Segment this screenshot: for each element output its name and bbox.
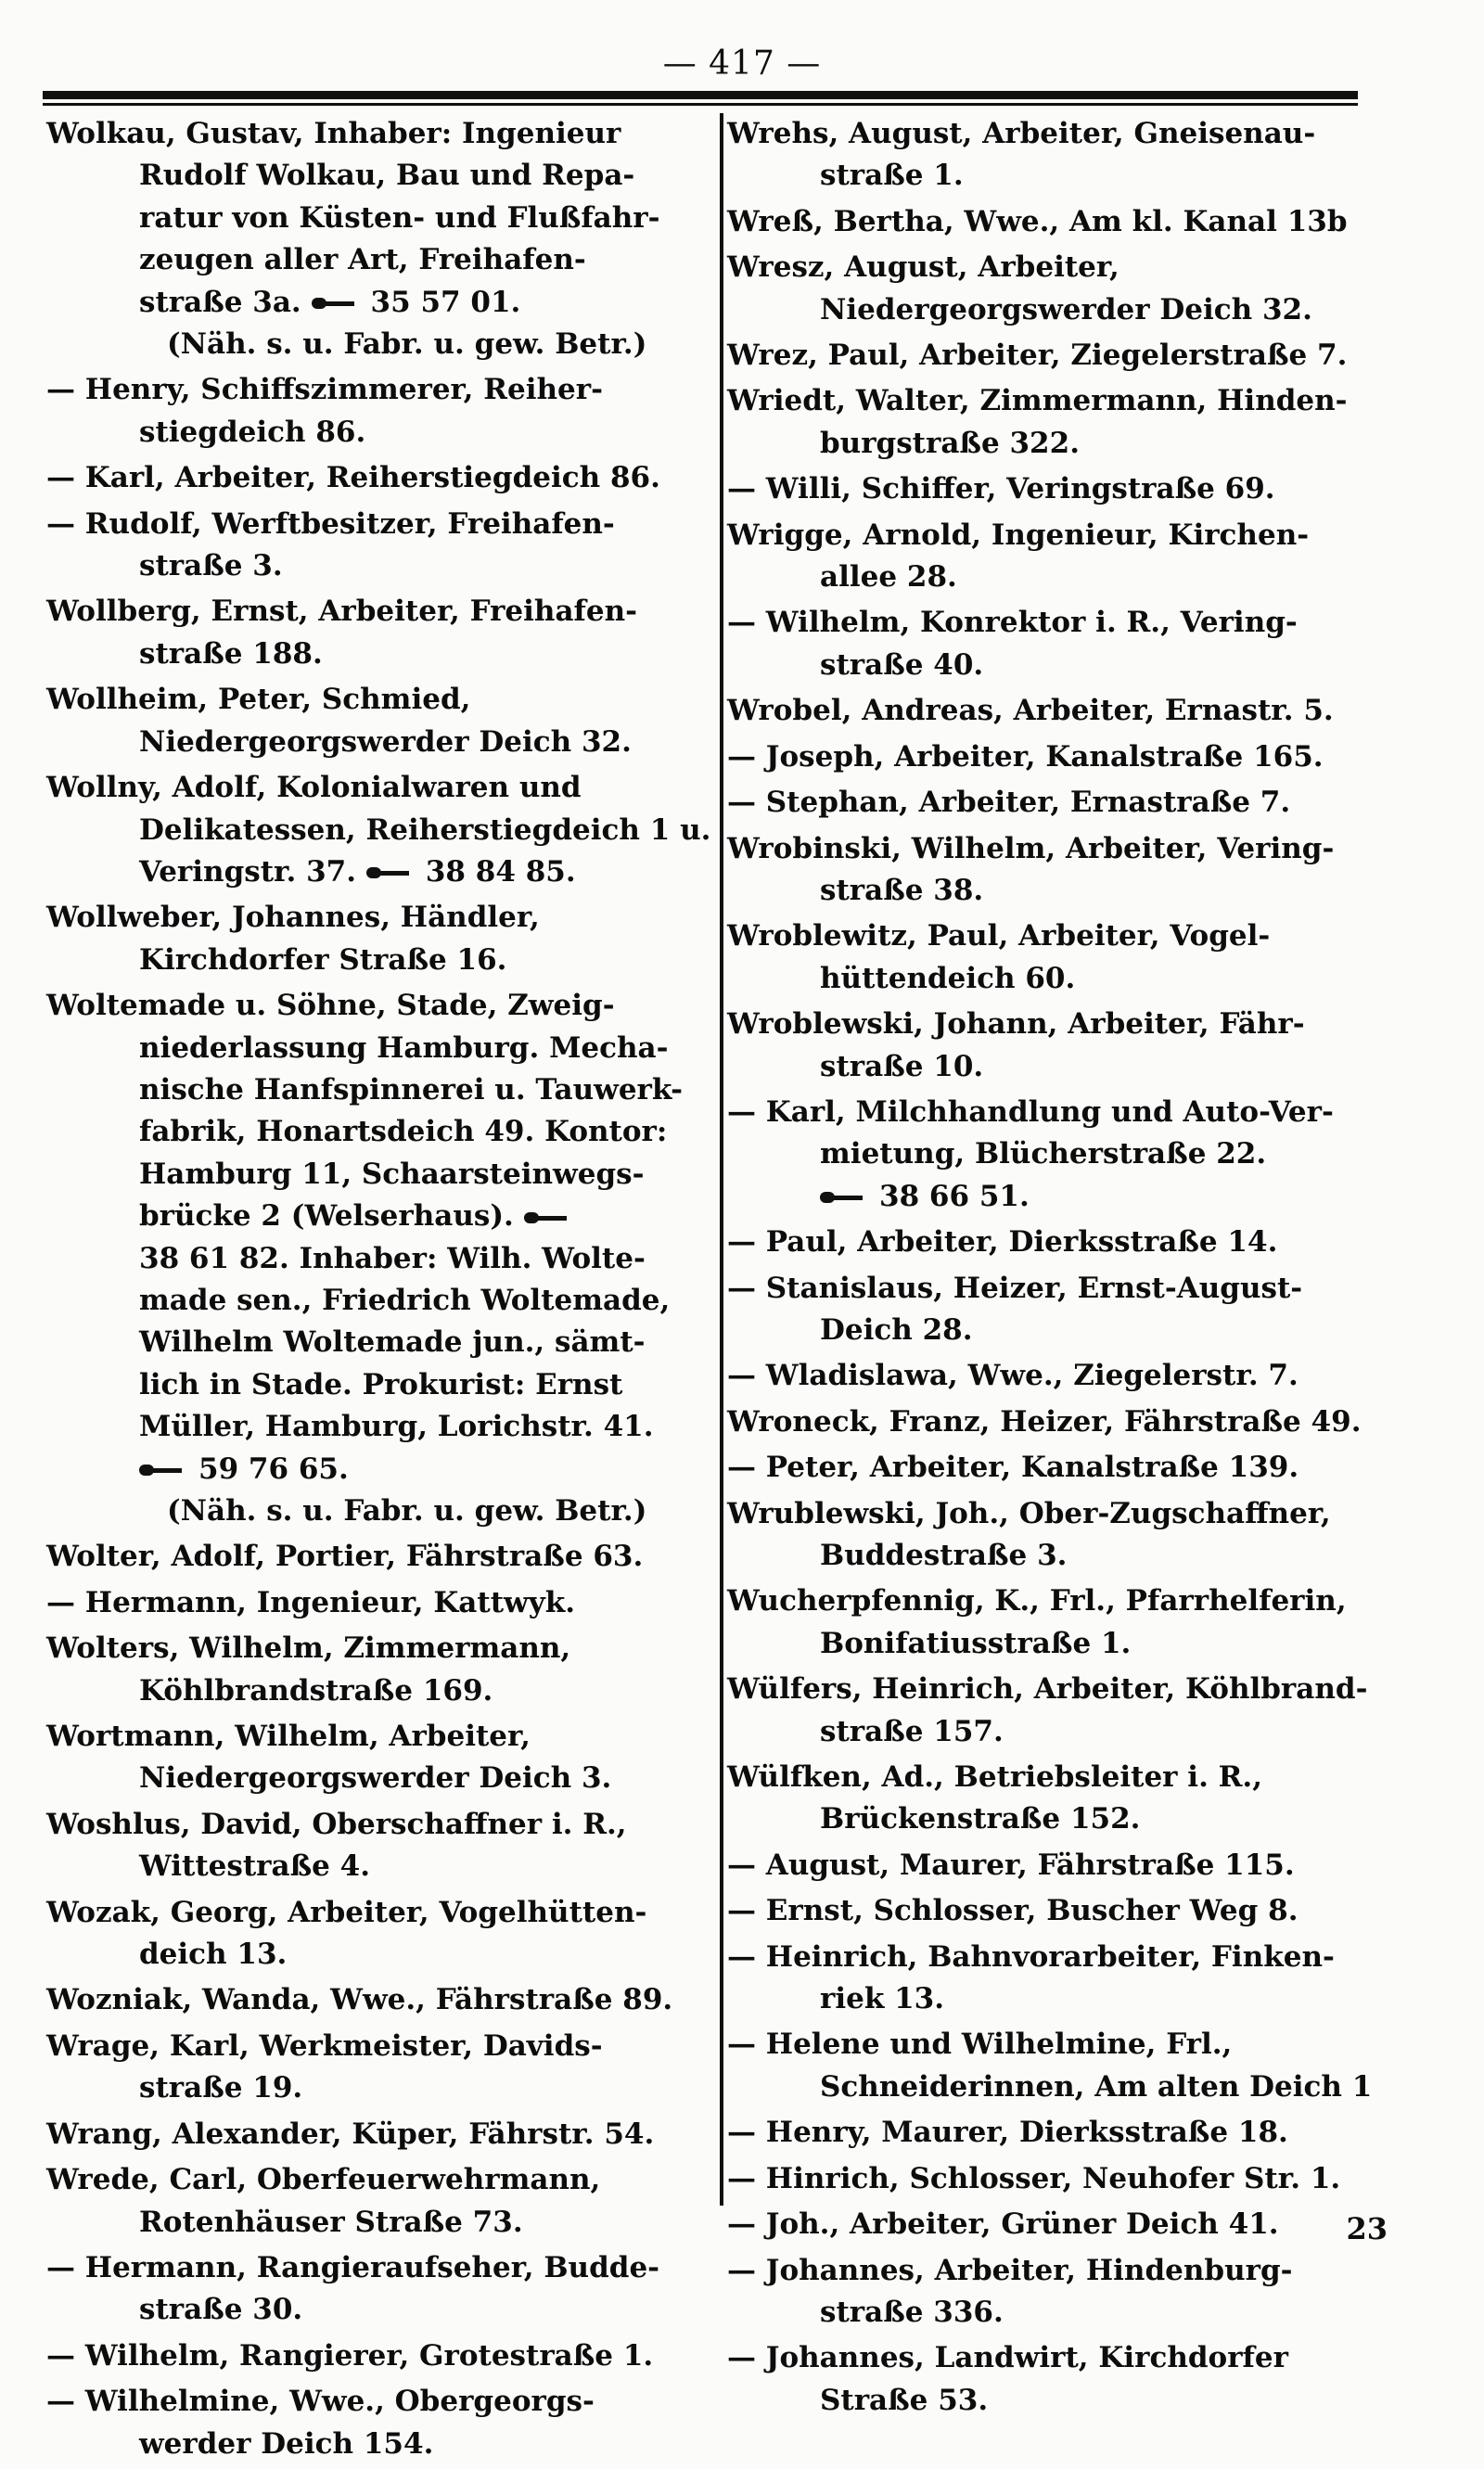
footer-page-number: 23 xyxy=(1346,2211,1388,2246)
directory-entry xyxy=(727,1757,1388,1841)
directory-entry xyxy=(727,828,1388,913)
entry-line xyxy=(46,1069,707,1111)
entry-text: Rudolf Wolkau, Bau und Repa- xyxy=(139,159,635,193)
directory-entry xyxy=(727,468,1388,510)
directory-entry xyxy=(727,736,1388,778)
entry-line xyxy=(46,722,707,763)
entry-line xyxy=(46,1028,707,1069)
entry-text: Wollheim, Peter, Schmied, xyxy=(46,683,471,717)
directory-entry xyxy=(46,1536,707,1578)
entry-line xyxy=(727,201,1388,243)
entry-text: Wrehs, August, Arbeiter, Gneisenau- xyxy=(727,117,1316,150)
directory-entry xyxy=(727,915,1388,1000)
entry-text: stiegdeich 86. xyxy=(139,415,366,449)
entry-text: — Peter, Arbeiter, Kanalstraße 139. xyxy=(727,1451,1299,1485)
entry-text: Wolter, Adolf, Portier, Fährstraße 63. xyxy=(46,1540,644,1574)
directory-entry xyxy=(46,457,707,499)
phone-number: 59 76 65. xyxy=(198,1452,349,1486)
entry-line xyxy=(727,1978,1388,2020)
entry-text: — Helene und Wilhelmine, Frl., xyxy=(727,2028,1233,2062)
entry-line xyxy=(46,1892,707,1934)
directory-entry xyxy=(46,2381,707,2465)
directory-entry xyxy=(727,2112,1388,2154)
entry-line xyxy=(727,1046,1388,1088)
entry-text: 38 61 82. Inhaber: Wilh. Wolte- xyxy=(139,1241,646,1275)
entry-line xyxy=(727,1447,1388,1489)
entry-line xyxy=(727,782,1388,824)
entry-line xyxy=(46,2381,707,2423)
entry-text: Straße 53. xyxy=(820,2383,989,2417)
directory-entry xyxy=(46,504,707,588)
directory-entry xyxy=(727,1355,1388,1397)
directory-entry xyxy=(727,1937,1388,2021)
entry-line xyxy=(46,198,707,239)
telephone-icon xyxy=(312,296,358,311)
entry-line xyxy=(727,1176,1388,1218)
entry-text: Wrez, Paul, Arbeiter, Ziegelerstraße 7. xyxy=(727,339,1348,373)
entry-text: Niedergeorgswerder Deich 32. xyxy=(820,292,1312,326)
entry-line xyxy=(727,1493,1388,1535)
directory-entry xyxy=(727,1580,1388,1665)
entry-text: allee 28. xyxy=(820,560,957,595)
directory-entry xyxy=(727,2250,1388,2335)
entry-line xyxy=(46,633,707,675)
phone-number: 38 84 85. xyxy=(425,854,576,889)
entry-line xyxy=(727,915,1388,957)
entry-line xyxy=(46,591,707,633)
directory-entry xyxy=(727,1092,1388,1218)
entry-text: Wroblewitz, Paul, Arbeiter, Vogel- xyxy=(727,919,1271,953)
directory-entry xyxy=(46,1804,707,1888)
entry-text: — Wilhelmine, Wwe., Obergeorgs- xyxy=(46,2385,595,2419)
entry-line xyxy=(46,113,707,155)
entry-text: — Karl, Milchhandlung und Auto-Ver- xyxy=(727,1094,1334,1129)
entry-line xyxy=(727,1092,1388,1133)
entry-line xyxy=(46,1238,707,1280)
entry-text: Brückenstraße 152. xyxy=(820,1802,1141,1836)
entry-text: Wollny, Adolf, Kolonialwaren und xyxy=(46,771,582,805)
entry-line xyxy=(46,1979,707,2021)
directory-entry xyxy=(727,335,1388,377)
directory-entry xyxy=(727,247,1388,331)
entry-text: Wresz, August, Arbeiter, xyxy=(727,250,1119,285)
phone-number: 35 57 01. xyxy=(370,285,521,319)
entry-text: Kirchdorfer Straße 16. xyxy=(139,942,507,977)
entry-text: Wrede, Carl, Oberfeuerwehrmann, xyxy=(46,2163,601,2197)
entry-text: Veringstr. 37. xyxy=(139,854,357,889)
entry-line xyxy=(727,1310,1388,1351)
entry-line xyxy=(727,2158,1388,2200)
directory-entry xyxy=(727,113,1388,198)
entry-text: — Johannes, Landwirt, Kirchdorfer xyxy=(727,2341,1288,2375)
entry-line xyxy=(727,736,1388,778)
entry-text: lich in Stade. Prokurist: Ernst xyxy=(139,1367,623,1401)
entry-line xyxy=(46,897,707,939)
entry-text: Wülfken, Ad., Betriebsleiter i. R., xyxy=(727,1760,1262,1795)
entry-text: — August, Maurer, Fährstraße 115. xyxy=(727,1848,1295,1882)
entry-line xyxy=(727,1890,1388,1932)
entry-text: fabrik, Honartsdeich 49. Kontor: xyxy=(139,1115,668,1149)
entry-line xyxy=(727,423,1388,465)
entry-text: mietung, Blücherstraße 22. xyxy=(820,1137,1267,1171)
entry-text: Wrage, Karl, Werkmeister, Davids- xyxy=(46,2028,603,2063)
entry-line xyxy=(46,324,707,365)
entry-text: — Joseph, Arbeiter, Kanalstraße 165. xyxy=(727,739,1324,774)
telephone-icon xyxy=(366,865,413,880)
entry-line xyxy=(46,1582,707,1624)
directory-entry xyxy=(46,2114,707,2156)
entry-text: Schneiderinnen, Am alten Deich 1 xyxy=(820,2069,1373,2104)
entry-line xyxy=(727,828,1388,870)
entry-line xyxy=(46,1628,707,1669)
entry-line xyxy=(727,556,1388,598)
entry-line xyxy=(46,1154,707,1196)
entry-text: Woshlus, David, Oberschaffner i. R., xyxy=(46,1807,627,1841)
phone-number: 38 66 51. xyxy=(879,1179,1030,1213)
directory-entry xyxy=(46,1979,707,2021)
directory-entry xyxy=(727,1669,1388,1753)
entry-text: — Joh., Arbeiter, Grüner Deich 41. xyxy=(727,2207,1279,2242)
entry-text: — Karl, Arbeiter, Reiherstiegdeich 86. xyxy=(46,461,660,495)
directory-entry xyxy=(727,1401,1388,1443)
entry-line xyxy=(46,1364,707,1406)
entry-text: Hamburg 11, Schaarsteinwegs- xyxy=(139,1157,645,1191)
entry-text: Niedergeorgswerder Deich 3. xyxy=(139,1761,612,1796)
entry-text: Wülfers, Heinrich, Arbeiter, Köhlbrand- xyxy=(727,1672,1368,1707)
entry-text: Buddestraße 3. xyxy=(820,1539,1068,1572)
directory-entry xyxy=(46,1582,707,1624)
directory-entry xyxy=(727,1268,1388,1352)
entry-line xyxy=(727,1133,1388,1175)
entry-line xyxy=(727,870,1388,912)
entry-text: zeugen aller Art, Freihafen- xyxy=(139,243,586,277)
entry-text: — Ernst, Schlosser, Buscher Weg 8. xyxy=(727,1894,1298,1928)
entry-text: made sen., Friedrich Woltemade, xyxy=(139,1283,671,1317)
entry-line xyxy=(46,1846,707,1887)
page-number: — 417 — xyxy=(662,45,822,83)
entry-text: Wozak, Georg, Arbeiter, Vogelhütten- xyxy=(46,1895,647,1929)
entry-line xyxy=(727,1535,1388,1577)
entry-line xyxy=(46,810,711,851)
directory-entry xyxy=(46,1628,707,1712)
entry-line xyxy=(727,1937,1388,1978)
entry-text: — Wladislawa, Wwe., Ziegelerstr. 7. xyxy=(727,1359,1298,1393)
entry-line xyxy=(46,2067,707,2109)
entry-line xyxy=(727,958,1388,1000)
entry-line xyxy=(46,1716,707,1758)
directory-entry xyxy=(46,591,707,675)
entry-line xyxy=(727,113,1388,155)
entry-line xyxy=(727,1580,1388,1622)
directory-entry xyxy=(46,1716,707,1800)
directory-entry xyxy=(727,690,1388,732)
entry-text: Niedergeorgswerder Deich 32. xyxy=(139,724,632,759)
entry-line xyxy=(46,2335,707,2377)
entry-text: hüttendeich 60. xyxy=(820,961,1076,995)
directory-entry xyxy=(727,2024,1388,2108)
entry-text: ratur von Küsten- und Flußfahr- xyxy=(139,200,660,235)
entry-line xyxy=(727,1004,1388,1045)
entry-line xyxy=(46,2424,707,2465)
entry-line xyxy=(46,767,707,809)
entry-text: — Rudolf, Werftbesitzer, Freihafen- xyxy=(46,506,615,541)
entry-text: straße 38. xyxy=(820,873,984,907)
entry-text: niederlassung Hamburg. Mecha- xyxy=(139,1030,669,1065)
entry-text: — Johannes, Arbeiter, Hindenburg- xyxy=(727,2253,1293,2287)
entry-text: straße 40. xyxy=(820,647,984,682)
directory-entry xyxy=(727,2204,1388,2245)
entry-line xyxy=(46,504,707,545)
directory-entry xyxy=(727,2158,1388,2200)
entry-line xyxy=(727,1623,1388,1665)
entry-text: Wreß, Bertha, Wwe., Am kl. Kanal 13b xyxy=(727,204,1348,238)
entry-text: (Näh. s. u. Fabr. u. gew. Betr.) xyxy=(167,1494,647,1528)
directory-entry xyxy=(727,1222,1388,1263)
entry-line xyxy=(46,1196,707,1237)
entry-text: nische Hanfspinnerei u. Tauwerk- xyxy=(139,1072,683,1107)
entry-text: Wolkau, Gustav, Inhaber: Ingenieur xyxy=(46,117,621,150)
header-rule-thin xyxy=(43,103,1358,106)
entry-text: — Henry, Maurer, Dierksstraße 18. xyxy=(727,2116,1288,2150)
directory-entry xyxy=(727,1845,1388,1887)
entry-text: Wrobel, Andreas, Arbeiter, Ernastr. 5. xyxy=(727,694,1334,728)
entry-text: brücke 2 (Welserhaus). xyxy=(139,1199,514,1234)
entry-line xyxy=(727,2380,1388,2422)
entry-line xyxy=(727,602,1388,644)
entry-line xyxy=(46,457,707,499)
entry-line xyxy=(46,412,707,454)
entry-line xyxy=(46,1280,707,1322)
directory-entry xyxy=(46,1892,707,1976)
entry-text: Woltemade u. Söhne, Stade, Zweig- xyxy=(46,989,615,1023)
entry-text: Wrang, Alexander, Küper, Fährstr. 54. xyxy=(46,2117,655,2151)
entry-line xyxy=(727,335,1388,377)
directory-entry xyxy=(727,1890,1388,1932)
directory-entry xyxy=(46,679,707,763)
entry-line xyxy=(727,1845,1388,1887)
entry-text: Wrobinski, Wilhelm, Arbeiter, Vering- xyxy=(727,831,1335,865)
entry-text: — Wilhelm, Konrektor i. R., Vering- xyxy=(727,606,1298,640)
entry-line xyxy=(46,369,707,411)
telephone-icon xyxy=(139,1463,186,1478)
entry-line xyxy=(727,2204,1388,2245)
entry-text: Köhlbrandstraße 169. xyxy=(139,1673,493,1708)
directory-entry xyxy=(46,2247,707,2332)
directory-entry xyxy=(727,1493,1388,1578)
right-column xyxy=(727,113,1388,2425)
directory-entry xyxy=(46,369,707,454)
entry-line xyxy=(46,1490,707,1532)
entry-text: Wrigge, Arnold, Ingenieur, Kirchen- xyxy=(727,518,1310,552)
entry-text: — Heinrich, Bahnvorarbeiter, Finken- xyxy=(727,1939,1335,1974)
entry-text: — Hinrich, Schlosser, Neuhofer Str. 1. xyxy=(727,2161,1341,2195)
directory-entry xyxy=(46,2026,707,2110)
entry-line xyxy=(46,155,707,197)
entry-text: Wilhelm Woltemade jun., sämt- xyxy=(139,1325,646,1360)
entry-text: Deich 28. xyxy=(820,1312,973,1347)
entry-line xyxy=(727,1669,1388,1710)
entry-line xyxy=(46,545,707,587)
entry-text: — Stanislaus, Heizer, Ernst-August- xyxy=(727,1271,1303,1305)
entry-line xyxy=(46,2159,707,2201)
entry-line xyxy=(727,2112,1388,2154)
entry-text: — Paul, Arbeiter, Dierksstraße 14. xyxy=(727,1225,1278,1260)
entry-text: — Henry, Schiffszimmerer, Reiher- xyxy=(46,373,603,407)
directory-entry xyxy=(727,515,1388,599)
entry-line xyxy=(727,468,1388,510)
entry-line xyxy=(727,2292,1388,2334)
entry-text: Wollweber, Johannes, Händler, xyxy=(46,901,540,935)
entry-line xyxy=(46,1804,707,1846)
entry-line xyxy=(727,1757,1388,1798)
entry-line xyxy=(727,515,1388,556)
entry-line xyxy=(46,2247,707,2289)
entry-line xyxy=(46,2289,707,2331)
entry-line xyxy=(46,239,707,281)
entry-line xyxy=(46,1449,707,1490)
entry-line xyxy=(727,2066,1388,2108)
entry-line xyxy=(46,2114,707,2156)
entry-line xyxy=(46,1322,707,1363)
entry-line xyxy=(46,1111,707,1153)
entry-line xyxy=(46,940,707,981)
entry-text: Wriedt, Walter, Zimmermann, Hinden- xyxy=(727,384,1348,418)
entry-text: Wozniak, Wanda, Wwe., Fährstraße 89. xyxy=(46,1983,673,2017)
entry-text: (Näh. s. u. Fabr. u. gew. Betr.) xyxy=(167,327,647,362)
entry-line xyxy=(727,155,1388,197)
telephone-icon xyxy=(524,1210,570,1225)
directory-entry xyxy=(727,380,1388,465)
entry-text: Wollberg, Ernst, Arbeiter, Freihafen- xyxy=(46,595,638,629)
entry-text: Müller, Hamburg, Lorichstr. 41. xyxy=(139,1410,654,1444)
entry-text: Wroneck, Franz, Heizer, Fährstraße 49. xyxy=(727,1404,1362,1439)
entry-text: — Hermann, Rangieraufseher, Budde- xyxy=(46,2250,660,2284)
entry-text: Bonifatiusstraße 1. xyxy=(820,1626,1132,1660)
entry-text: straße 188. xyxy=(139,636,323,671)
entry-line xyxy=(46,1934,707,1976)
entry-text: Wrublewski, Joh., Ober-Zugschaffner, xyxy=(727,1496,1331,1530)
directory-entry xyxy=(727,2337,1388,2422)
directory-entry xyxy=(727,602,1388,686)
entry-line xyxy=(727,289,1388,331)
directory-entry xyxy=(46,985,707,1532)
directory-entry xyxy=(46,113,707,365)
entry-text: — Wilhelm, Rangierer, Grotestraße 1. xyxy=(46,2338,654,2373)
entry-line xyxy=(727,2024,1388,2066)
entry-line xyxy=(727,247,1388,288)
entry-text: straße 1. xyxy=(820,159,964,193)
entry-text: deich 13. xyxy=(139,1938,288,1972)
entry-text: Wucherpfennig, K., Frl., Pfarrhelferin, xyxy=(727,1584,1347,1618)
entry-text: — Hermann, Ingenieur, Kattwyk. xyxy=(46,1585,576,1619)
entry-text: straße 336. xyxy=(820,2295,1004,2329)
entry-text: — Willi, Schiffer, Veringstraße 69. xyxy=(727,472,1275,506)
entry-text: riek 13. xyxy=(820,1982,945,2016)
directory-entry xyxy=(727,201,1388,243)
entry-text: Wroblewski, Johann, Arbeiter, Fähr- xyxy=(727,1007,1305,1042)
entry-text: straße 10. xyxy=(820,1049,984,1083)
entry-line xyxy=(46,2026,707,2067)
directory-entry xyxy=(46,897,707,981)
directory-entry xyxy=(46,2335,707,2377)
entry-text: Delikatessen, Reiherstiegdeich 1 u. xyxy=(139,812,711,847)
entry-text: straße 19. xyxy=(139,2071,303,2105)
entry-line xyxy=(727,380,1388,422)
entry-line xyxy=(727,1711,1388,1753)
header-rule-thick xyxy=(43,91,1358,99)
telephone-icon xyxy=(820,1190,866,1205)
entry-line xyxy=(727,1401,1388,1443)
directory-entry xyxy=(46,2159,707,2244)
entry-text: burgstraße 322. xyxy=(820,426,1080,460)
entry-line xyxy=(46,282,707,324)
entry-line xyxy=(46,1536,707,1578)
entry-text: straße 3a. xyxy=(139,285,301,319)
entry-line xyxy=(46,1406,707,1448)
directory-entry xyxy=(46,767,711,893)
entry-text: Rotenhäuser Straße 73. xyxy=(139,2205,523,2239)
entry-text: — Stephan, Arbeiter, Ernastraße 7. xyxy=(727,786,1291,820)
directory-entry xyxy=(727,782,1388,824)
column-divider xyxy=(720,113,723,2206)
entry-line xyxy=(727,1798,1388,1840)
entry-line xyxy=(46,679,707,721)
entry-line xyxy=(46,1758,707,1799)
entry-line xyxy=(727,2337,1388,2379)
entry-line xyxy=(727,690,1388,732)
directory-entry xyxy=(727,1447,1388,1489)
entry-text: Wittestraße 4. xyxy=(139,1849,371,1884)
entry-text: werder Deich 154. xyxy=(139,2426,434,2461)
entry-line xyxy=(46,1670,707,1712)
left-column xyxy=(46,113,711,2469)
entry-text: Wortmann, Wilhelm, Arbeiter, xyxy=(46,1720,531,1754)
entry-line xyxy=(727,1222,1388,1263)
entry-text: Wolters, Wilhelm, Zimmermann, xyxy=(46,1631,571,1666)
entry-line xyxy=(727,1268,1388,1310)
entry-line xyxy=(46,985,707,1027)
entry-text: straße 3. xyxy=(139,549,283,583)
entry-text: straße 157. xyxy=(820,1714,1004,1748)
entry-text: straße 30. xyxy=(139,2293,303,2327)
entry-line xyxy=(727,1355,1388,1397)
entry-line xyxy=(727,2250,1388,2292)
entry-line xyxy=(46,851,707,893)
entry-line xyxy=(46,2202,707,2244)
entry-line xyxy=(727,645,1388,686)
directory-entry xyxy=(727,1004,1388,1088)
